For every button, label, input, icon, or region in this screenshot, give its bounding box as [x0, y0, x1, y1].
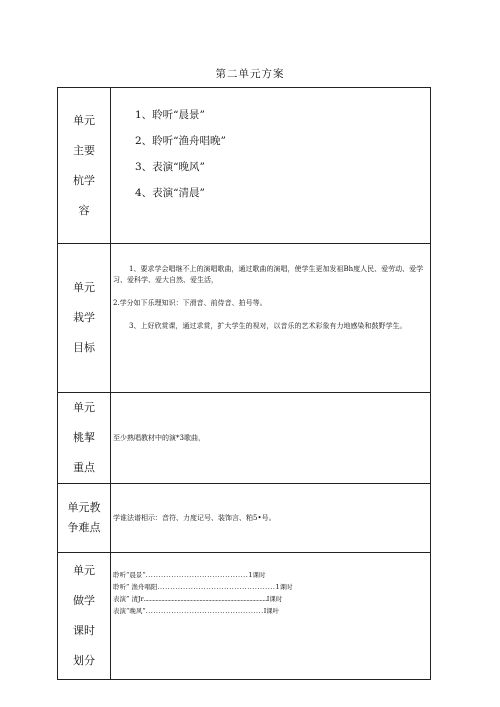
content-item: 2、聆听“渔舟唱晚” [135, 135, 226, 147]
table-row [58, 88, 431, 244]
table-row [58, 244, 431, 393]
schedule-line: 聆听“晨景” ........................................ 1课时 [113, 571, 266, 579]
schedule-line: 表演“晚风” .............................................. I课叶 [113, 607, 280, 615]
schedule-line: 表演” 清Jr .................................................................................... I课时 [113, 595, 283, 603]
unit-plan-table [57, 87, 431, 680]
goal-paragraph: 1、要求学会唱继不上的演唱歌曲，通过歌曲的演唱，使学生更加发祖Bh度人民、爱劳动、爱学习、爱科学、爱大自然、爱生活， [113, 265, 424, 284]
row-label: 单元 做学 课时 划分 [58, 553, 111, 680]
table-row [58, 393, 431, 484]
row-label: 单元教 争难点 [58, 484, 111, 553]
key-points-cell: 至少熟唱教材中的演*3歌曲， [111, 393, 431, 484]
goal-paragraph: 3、上好欣赏课，通过求赏，扩大学生的视对，以音乐的艺术彩象有力地感染和鼓野学生。 [129, 322, 407, 330]
content-item: 3、表演“晚风” [135, 161, 205, 173]
difficulties-cell: 学谁法谱相示：音符、力度记号、装饰言、粕5•号。 [111, 484, 431, 553]
row-label: 单元 桃挈 重点 [58, 393, 111, 484]
schedule-cell [111, 553, 431, 680]
table-row [58, 484, 431, 553]
main-content-cell [111, 88, 431, 244]
content-item: 4、表演“清晨” [135, 187, 205, 199]
goal-paragraph: 2.学分如下乐理知识：下滑音、前侍音、拍号等。 [113, 299, 267, 307]
row-label: 单元 主要 杭学 容 [58, 88, 111, 244]
goals-cell [111, 244, 431, 393]
table-row [58, 553, 431, 680]
content-item: 1、聆听“晨景” [135, 109, 205, 121]
row-label: 单元 栽学 目标 [58, 244, 111, 393]
schedule-line: 聆听” 渔舟唱阳 .............................................. 1课时 [113, 583, 293, 591]
page-title: 第二单元方案 [215, 68, 285, 80]
